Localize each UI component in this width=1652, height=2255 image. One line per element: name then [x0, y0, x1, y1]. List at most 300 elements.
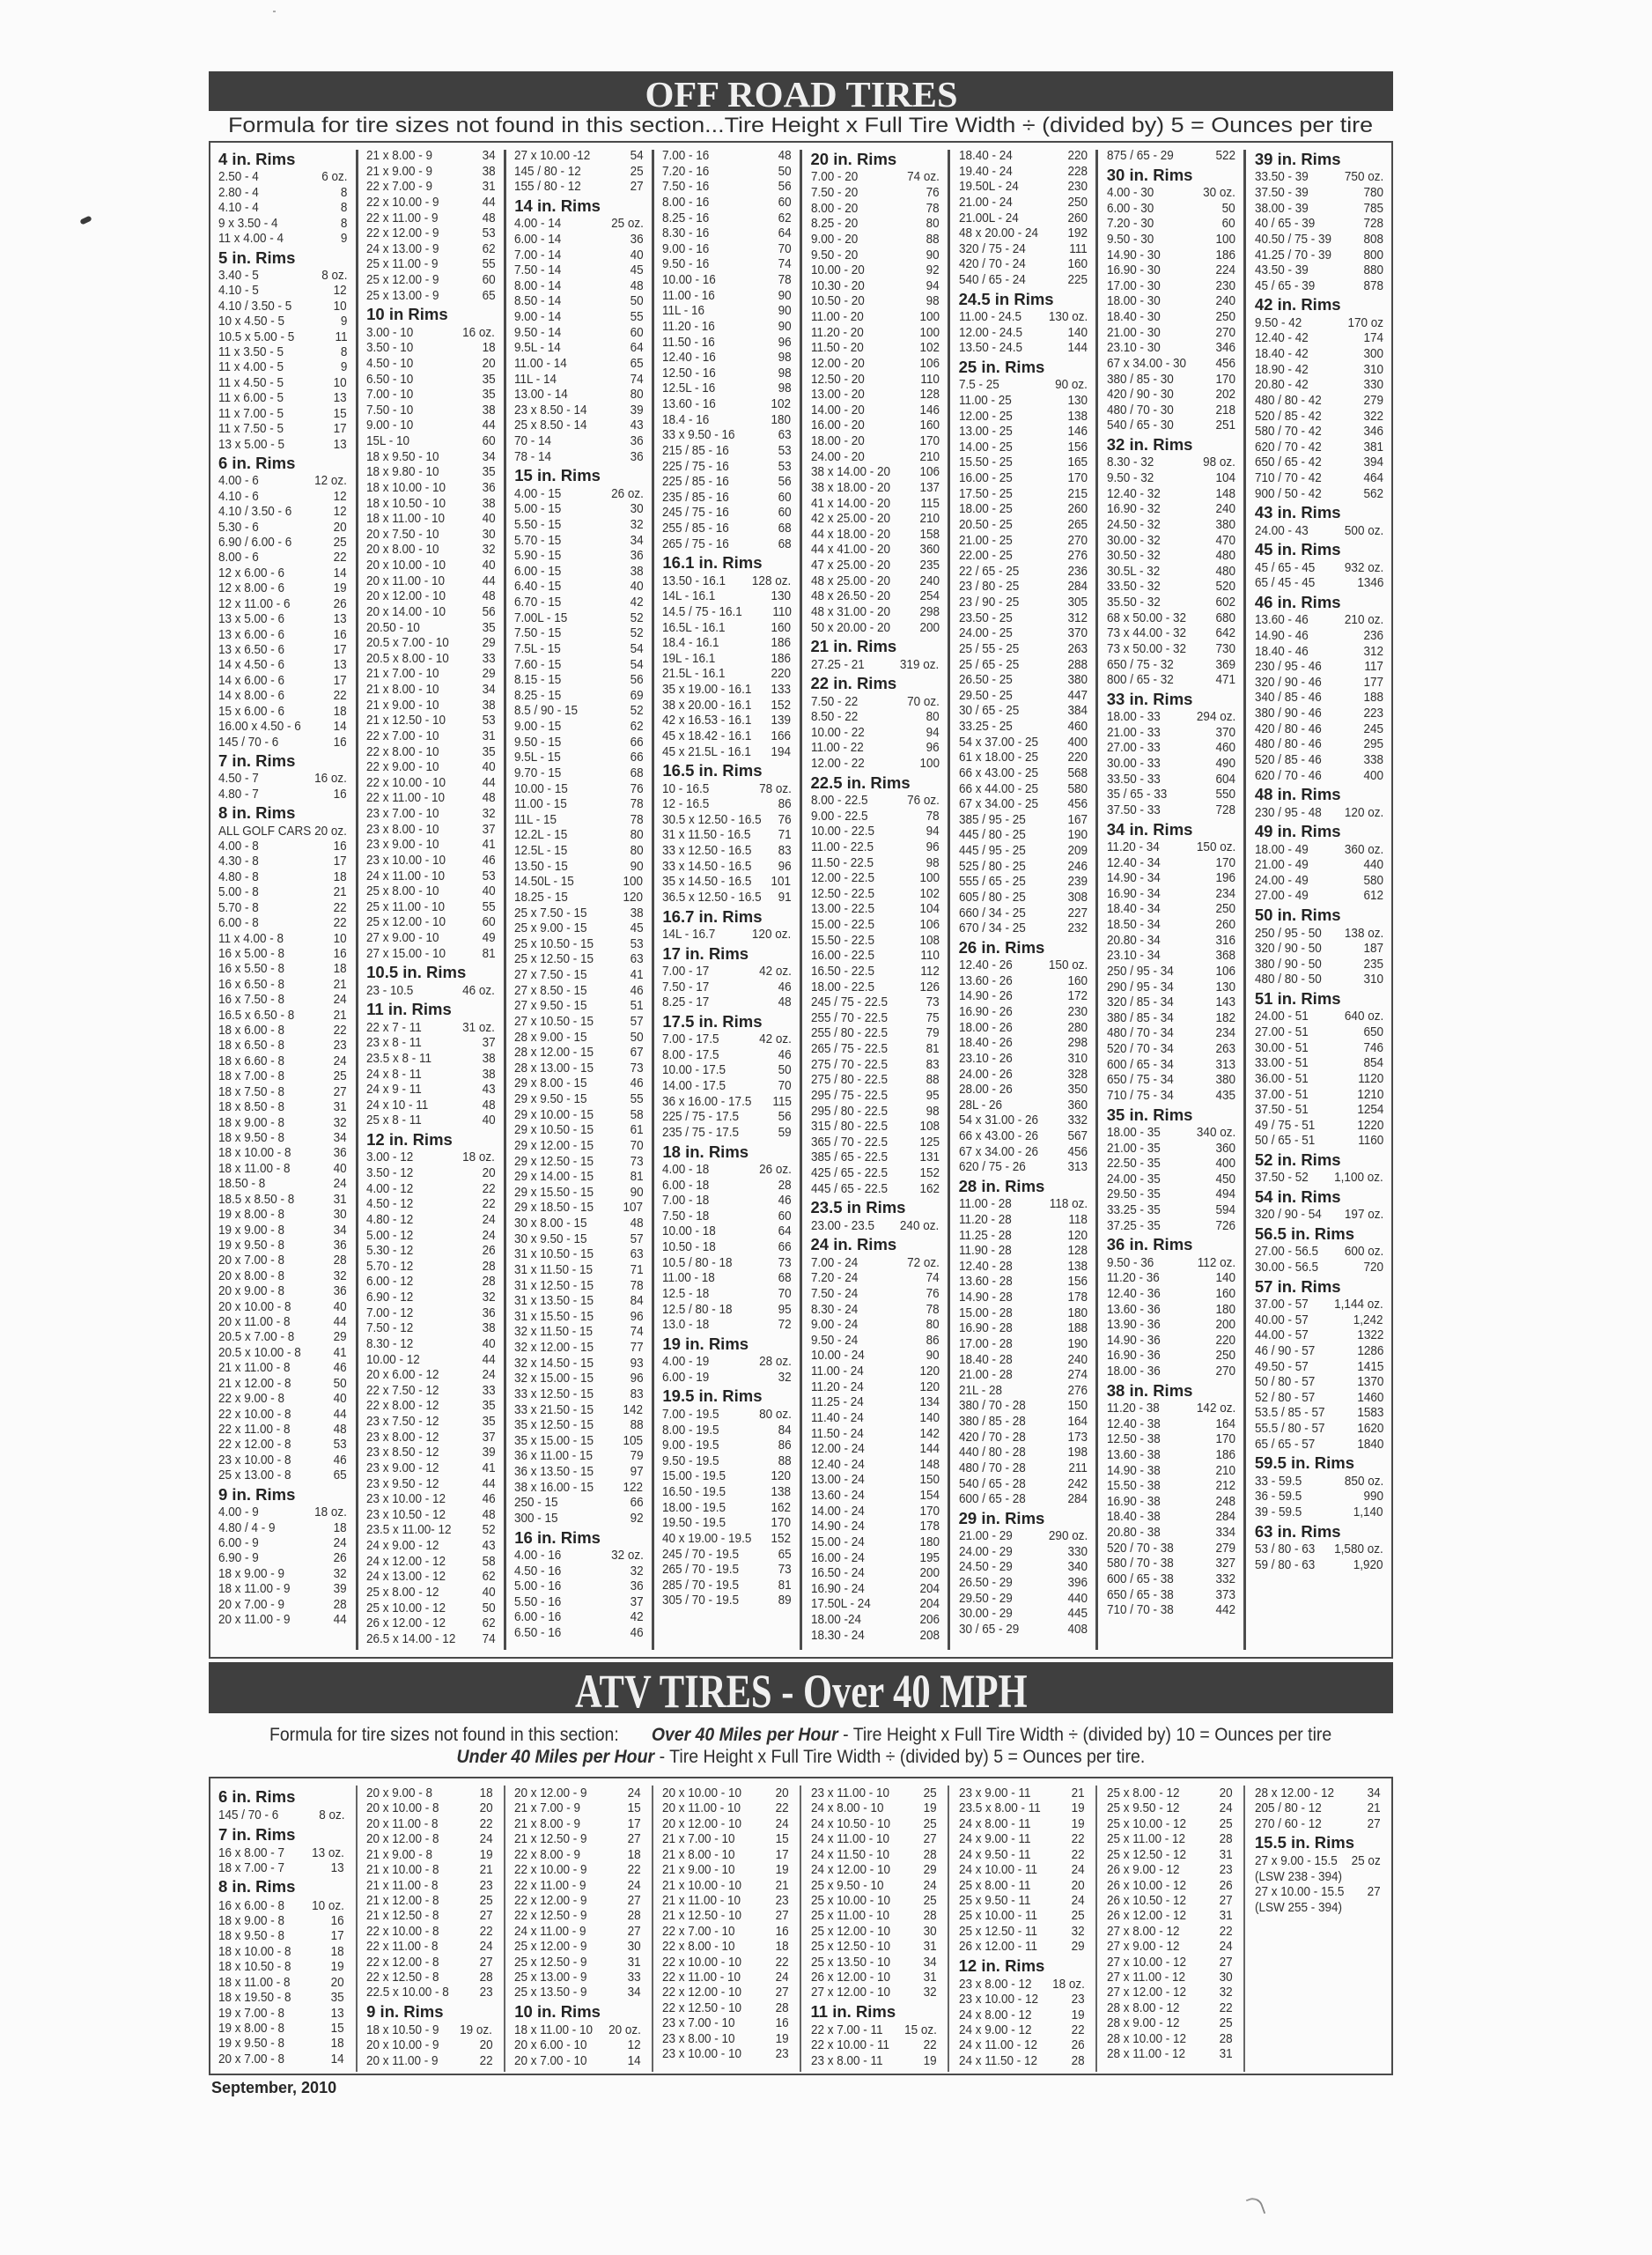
tire-weight: 17 — [334, 641, 348, 657]
tire-weight: 440 — [1067, 1590, 1088, 1606]
rim-size-header: 35 in. Rims — [1106, 1105, 1193, 1124]
tire-size: 21 x 7.00 - 10 — [662, 1831, 735, 1847]
tire-size: 29.50 - 35 — [1106, 1187, 1161, 1202]
tire-row — [366, 1970, 492, 1985]
tire-weight: 115 — [771, 1093, 792, 1109]
tire-weight: 27 — [1367, 1815, 1381, 1831]
tire-weight: 48 — [778, 994, 792, 1010]
tire-row — [514, 735, 643, 750]
tire-weight: 38 — [482, 402, 496, 418]
tire-weight: 25 — [334, 1068, 348, 1084]
tire-row — [662, 474, 791, 490]
tire-row — [1107, 1525, 1235, 1541]
tire-weight: 878 — [1363, 277, 1383, 293]
tire-size: 22 x 11.00 - 9 — [366, 210, 439, 226]
tire-weight: 16 oz. — [462, 324, 496, 340]
tire-size: 3.50 - 10 — [366, 340, 414, 356]
tire-weight: 73 — [778, 1254, 792, 1270]
tire-size: 650 / 65 - 38 — [1106, 1586, 1174, 1602]
tire-size: 19 x 7.00 - 8 — [218, 2005, 285, 2021]
tire-size: 18 x 10.50 - 10 — [366, 495, 446, 511]
tire-size: 23 x 8.00 - 10 — [662, 2030, 735, 2046]
tire-row — [959, 1290, 1088, 1305]
tire-size: 11.20 - 36 — [1106, 1270, 1160, 1286]
tire-size: 45 x 21.5L - 16.1 — [662, 743, 752, 759]
tire-row — [366, 759, 495, 775]
tire-size: 18.00 - 36 — [1106, 1364, 1161, 1379]
tire-size: 18.50 - 8 — [218, 1176, 266, 1192]
tire-row — [1107, 2015, 1233, 2030]
tire-weight: 370 — [1215, 724, 1235, 740]
tire-size: 205 / 80 - 12 — [1254, 1800, 1322, 1816]
tire-row — [514, 1924, 640, 1939]
tire-row — [959, 486, 1088, 502]
tire-size: 20 x 10.00 - 9 — [366, 2037, 439, 2053]
tire-size: 670 / 34 - 25 — [958, 920, 1026, 936]
tire-size: 20 x 12.00 - 10 — [662, 1815, 742, 1831]
tire-weight: 46 — [334, 1360, 348, 1376]
tire-weight: 32 — [334, 1114, 348, 1130]
tire-size: 340 / 85 - 46 — [1254, 690, 1322, 706]
tire-weight: 160 — [919, 418, 940, 433]
tire-weight: 48 — [482, 1506, 496, 1522]
tire-weight: 31 — [482, 179, 496, 195]
tire-row — [1107, 1187, 1235, 1202]
tire-size: 2.50 - 4 — [218, 169, 259, 185]
tire-size: 26.50 - 29 — [958, 1575, 1013, 1591]
tire-size: 33 x 9.50 - 16 — [662, 427, 735, 443]
tire-weight: 24 — [334, 1534, 348, 1550]
tire-row — [662, 1354, 791, 1370]
tire-weight: 76 — [778, 811, 792, 827]
tire-weight: 34 — [630, 532, 644, 548]
tire-size: 4.80 - 12 — [366, 1211, 414, 1227]
tire-row — [959, 1924, 1085, 1939]
tire-size: 18.90 - 42 — [1254, 361, 1309, 377]
tire-weight: 78 — [926, 1301, 940, 1317]
tire-row — [1255, 1437, 1383, 1453]
tire-weight: 16 — [334, 838, 348, 854]
tire-row — [366, 1196, 495, 1212]
tire-size: 23 / 90 - 25 — [958, 595, 1019, 610]
tire-row — [811, 917, 940, 933]
tire-row — [1107, 756, 1235, 772]
tire-row — [811, 372, 940, 388]
tire-row — [514, 1831, 640, 1846]
tire-weight: 96 — [926, 740, 940, 756]
tire-row — [959, 1939, 1085, 1954]
tire-size: 18 x 19.50 - 8 — [218, 1990, 291, 2006]
tire-size: 20 x 11.00 - 10 — [366, 573, 446, 588]
tire-row — [514, 1014, 643, 1030]
tire-weight: 118 — [1068, 1211, 1088, 1227]
tire-size: 27.00 - 51 — [1254, 1024, 1309, 1040]
tire-size: 875 / 65 - 29 — [1106, 148, 1174, 163]
tire-row — [959, 1082, 1088, 1098]
tire-row — [1255, 941, 1383, 957]
tire-size: 16.90 - 26 — [958, 1004, 1013, 1020]
tire-weight: 27 — [334, 1083, 348, 1099]
tire-weight: 90 — [926, 1348, 940, 1364]
tire-size: 23 x 7.00 - 10 — [366, 806, 439, 822]
tire-weight: 13 — [334, 390, 348, 406]
tire-size: 22 x 9.00 - 10 — [366, 759, 439, 775]
tire-size: 6.90 - 12 — [366, 1290, 414, 1305]
tire-weight: 9 — [340, 231, 348, 247]
tire-size: 445 / 80 - 25 — [958, 827, 1026, 843]
tire-size: 30.00 - 56.5 — [1254, 1260, 1318, 1275]
tire-row — [1255, 888, 1383, 904]
tire-size: 24 x 10.00 - 11 — [958, 1862, 1037, 1878]
tire-weight: 28 — [923, 1846, 937, 1862]
tire-weight: 30 — [482, 526, 496, 542]
table-column — [505, 1786, 653, 2068]
tire-weight: 10 — [334, 374, 348, 390]
tire-row — [662, 651, 791, 667]
tire-size: 37.50 - 51 — [1254, 1102, 1309, 1118]
tire-weight: 25 — [923, 1815, 937, 1831]
tire-row — [514, 533, 643, 549]
tire-size: 14 x 8.00 - 6 — [218, 688, 285, 704]
tire-size: 22 x 8.00 - 12 — [366, 1398, 439, 1414]
tire-row — [662, 698, 791, 713]
tire-weight: 360 — [1067, 1097, 1088, 1113]
tire-weight: 330 — [1363, 377, 1383, 393]
tire-row — [662, 1062, 791, 1078]
tire-size: 20 x 10.00 - 8 — [218, 1298, 291, 1314]
tire-row — [1107, 1172, 1235, 1187]
tire-size: 25 x 12.00 - 10 — [366, 914, 446, 930]
tire-size: 11 x 4.50 - 5 — [218, 374, 284, 390]
tire-size: 6.00 - 30 — [1106, 200, 1154, 216]
tire-size: 9.00 - 24 — [810, 1317, 858, 1333]
tire-weight: 328 — [1067, 1066, 1088, 1082]
tire-size: 25 x 9.50 - 11 — [958, 1892, 1031, 1908]
tire-row — [811, 1441, 940, 1457]
tire-weight: 44 — [334, 1612, 348, 1628]
tire-weight: 23 — [1219, 1862, 1233, 1878]
tire-size: 145 / 70 - 6 — [218, 1808, 279, 1823]
tire-row — [811, 980, 940, 995]
tire-row — [1107, 1125, 1235, 1141]
tire-weight: 53 — [334, 1437, 348, 1453]
tire-size: 27 x 11.00 - 12 — [1106, 1970, 1185, 1985]
tire-size: 13.00 - 24 — [810, 1472, 865, 1488]
tire-row — [811, 709, 940, 725]
tire-weight: 73 — [630, 1060, 644, 1076]
tire-row — [366, 884, 495, 899]
tire-size: 21 x 12.00 - 8 — [366, 1892, 439, 1908]
tire-size: 4.00 - 14 — [514, 216, 562, 232]
tire-size: 22 x 10.00 - 8 — [218, 1406, 291, 1422]
tire-row — [811, 232, 940, 248]
tire-row — [514, 1847, 640, 1862]
tire-row — [218, 657, 347, 672]
tire-row — [811, 1628, 940, 1644]
tire-weight: 30 — [627, 1939, 641, 1955]
tire-size: 22 x 12.00 - 8 — [218, 1437, 291, 1453]
tire-row — [514, 1816, 640, 1831]
tire-row — [218, 1581, 347, 1596]
tire-weight: 360 — [919, 542, 940, 558]
tire-size: 4.00 - 12 — [366, 1180, 414, 1196]
tire-weight: 22 — [334, 915, 348, 931]
tire-row — [1107, 641, 1235, 657]
tire-row — [662, 241, 791, 257]
tire-row — [959, 1398, 1088, 1414]
tire-row — [1255, 560, 1383, 576]
tire-size: 250 - 15 — [514, 1495, 558, 1511]
tire-row — [1255, 232, 1383, 248]
tire-weight: 64 — [630, 340, 644, 356]
tire-size: 15.50 - 25 — [958, 455, 1013, 470]
tire-weight: 12 — [627, 2037, 641, 2053]
tire-row — [1255, 706, 1383, 721]
tire-weight: 170 — [1215, 371, 1235, 387]
tire-size: 10.5 x 5.00 - 5 — [218, 329, 295, 344]
tire-size: 520 / 70 - 38 — [1106, 1540, 1174, 1556]
tire-row — [1107, 1587, 1235, 1603]
tire-weight: 20 — [334, 519, 348, 535]
tire-weight: 1370 — [1356, 1374, 1383, 1390]
tire-row — [662, 1531, 791, 1547]
tire-row — [218, 1038, 347, 1053]
tire-size: 5.50 - 15 — [514, 516, 562, 532]
tire-size: 12.00 - 20 — [810, 355, 865, 371]
rim-size-header: 22.5 in. Rims — [810, 773, 911, 792]
rim-size-header: 45 in. Rims — [1254, 540, 1341, 559]
tire-size: 33.00 - 51 — [1254, 1055, 1309, 1071]
tire-size: 42 x 25.00 - 20 — [810, 511, 890, 527]
tire-size: 12.50 - 16 — [662, 365, 717, 381]
tire-weight: 750 oz. — [1344, 169, 1383, 185]
tire-weight: 48 — [630, 1216, 644, 1231]
tire-weight: 29 — [482, 666, 496, 682]
tire-size: 20 x 12.00 - 8 — [366, 1831, 439, 1847]
tire-size: 22 x 12.50 - 8 — [366, 1970, 439, 1985]
tire-size: 20.5 x 7.00 - 10 — [366, 635, 449, 651]
tire-size: 20 x 11.00 - 8 — [366, 1815, 439, 1831]
tire-row — [662, 396, 791, 412]
tire-weight: 40 — [482, 759, 496, 775]
tire-weight: 36 — [482, 1305, 496, 1320]
tire-size: 16.90 - 32 — [1106, 501, 1161, 517]
tire-size: 15 x 6.00 - 6 — [218, 703, 285, 719]
tire-weight: 164 — [1067, 1414, 1088, 1430]
tire-weight: 177 — [1363, 674, 1383, 690]
tire-weight: 568 — [1067, 765, 1088, 780]
tire-weight: 10 — [334, 930, 348, 946]
tire-size: 70 - 14 — [514, 433, 552, 449]
tire-row — [811, 1472, 940, 1488]
tire-size: 48 x 25.00 - 20 — [810, 573, 890, 588]
tire-row — [366, 1893, 492, 1908]
tire-size: 24.00 - 29 — [958, 1543, 1013, 1559]
tire-weight: 8 — [340, 215, 348, 231]
tire-row — [218, 375, 347, 390]
tire-size: 48 x 20.00 - 24 — [958, 226, 1038, 241]
tire-weight: 94 — [926, 824, 940, 839]
tire-size: 23.50 - 25 — [958, 610, 1013, 625]
tire-size: 18 x 11.00 - 10 — [514, 2022, 594, 2037]
tire-size: 22 x 10.00 - 10 — [366, 774, 446, 790]
tire-size: 21 x 12.00 - 8 — [218, 1375, 291, 1391]
tire-size: 7.5L - 15 — [514, 640, 562, 656]
tire-row — [218, 314, 347, 329]
tire-row — [811, 1800, 937, 1815]
tire-weight: 24 — [1071, 1892, 1085, 1908]
tire-row — [959, 272, 1088, 288]
rim-size-header: 32 in. Rims — [1106, 435, 1193, 455]
tire-weight: 131 — [919, 1150, 940, 1165]
tire-size: 7.00 - 12 — [366, 1305, 414, 1320]
tire-row — [1107, 1010, 1235, 1026]
tire-weight: 64 — [778, 1224, 792, 1239]
offroad-title: OFF ROAD TIRES — [644, 73, 958, 115]
tire-row — [811, 1057, 940, 1073]
tire-weight: 86 — [926, 1332, 940, 1348]
tire-weight: 74 — [630, 1324, 644, 1340]
tire-size: 17.50 - 25 — [958, 485, 1013, 501]
tire-row — [366, 148, 495, 164]
tire-row — [1255, 628, 1383, 644]
tire-size: 52 / 80 - 57 — [1254, 1389, 1316, 1405]
tire-weight: 96 — [778, 334, 792, 350]
table-column — [1245, 1786, 1393, 2068]
tire-size: 39 - 59.5 — [1254, 1504, 1302, 1519]
tire-row — [811, 1488, 940, 1504]
tire-row — [1107, 1333, 1235, 1349]
tire-weight: 60 — [482, 272, 496, 287]
tire-weight: 105 — [623, 1432, 644, 1448]
tire-weight: 66 — [630, 750, 644, 765]
tire-row — [218, 1268, 347, 1283]
tire-weight: 16 oz. — [314, 771, 348, 787]
tire-weight: 460 — [1215, 740, 1235, 756]
tire-size: 6.90 / 6.00 - 6 — [218, 535, 292, 551]
tire-weight: 260 — [1215, 917, 1235, 933]
tire-size: 24 x 9.00 - 11 — [958, 1831, 1031, 1847]
tire-size: 18 x 6.60 - 8 — [218, 1053, 285, 1068]
tire-size: 27 x 7.50 - 15 — [514, 967, 587, 983]
tire-size: 21 x 7.00 - 9 — [514, 1800, 581, 1816]
tire-size: 320 / 90 - 54 — [1254, 1207, 1322, 1223]
tire-weight: 522 — [1215, 148, 1235, 163]
tire-row — [1107, 309, 1235, 325]
tire-size: 24 x 9.00 - 12 — [366, 1538, 439, 1554]
tire-weight: 316 — [1215, 932, 1235, 948]
rim-size-header: 30 in. Rims — [1106, 165, 1193, 184]
tire-row — [1255, 1505, 1383, 1520]
tire-row — [514, 403, 643, 418]
tire-row — [811, 1939, 937, 1954]
table-column — [209, 148, 357, 1646]
tire-row — [366, 372, 495, 388]
tire-size: 25 x 12.00 - 9 — [514, 1939, 587, 1955]
rim-size-header: 54 in. Rims — [1254, 1187, 1341, 1207]
tire-row — [811, 325, 940, 341]
tire-row — [811, 511, 940, 527]
tire-row — [1107, 1218, 1235, 1234]
tire-size: 11.00 - 14 — [514, 355, 568, 371]
tire-row — [514, 1061, 643, 1076]
tire-row — [366, 837, 495, 853]
tire-row — [662, 521, 791, 536]
rim-size-header: 7 in. Rims — [218, 1824, 296, 1844]
tire-size: 11.00 - 24.5 — [958, 309, 1021, 325]
tire-row — [959, 906, 1088, 921]
tire-size: 9.5L - 14 — [514, 340, 562, 356]
tire-size: 24 x 12.00 - 12 — [366, 1553, 446, 1569]
offroad-formula-line — [209, 113, 1393, 139]
tire-size: 10.50 - 18 — [662, 1239, 717, 1255]
tire-weight: 8 oz. — [321, 267, 348, 283]
tire-size: 22 x 12.00 - 9 — [514, 1892, 587, 1908]
table-column — [357, 148, 505, 1646]
tire-size: 18 x 6.50 - 8 — [218, 1038, 285, 1054]
tire-row — [811, 1333, 940, 1349]
tire-size: 12.5 / 80 - 18 — [662, 1301, 733, 1317]
tire-row — [662, 459, 791, 475]
tire-weight: 380 — [1215, 516, 1235, 532]
tire-size: 15.00 - 28 — [958, 1305, 1013, 1320]
tire-row — [514, 906, 643, 921]
tire-row — [662, 1317, 791, 1333]
tire-weight: 162 — [919, 1180, 940, 1196]
tire-row — [1255, 185, 1383, 201]
tire-size: 12.40 - 28 — [958, 1258, 1013, 1274]
tire-size: 8.25 - 16 — [662, 210, 710, 226]
tire-row — [811, 1181, 940, 1197]
tire-row — [366, 946, 495, 962]
tire-weight: 373 — [1215, 1586, 1235, 1602]
tire-weight: 76 oz. — [906, 793, 940, 809]
tire-row — [811, 248, 940, 263]
tire-size: 710 / 75 - 34 — [1106, 1087, 1174, 1103]
tire-row — [959, 1051, 1088, 1067]
tire-weight: 242 — [1067, 1475, 1088, 1491]
tire-weight: 178 — [1067, 1290, 1088, 1305]
tire-row — [1107, 725, 1235, 741]
tire-weight: 27 — [923, 1831, 937, 1847]
tire-row — [959, 859, 1088, 875]
tire-weight: 120 oz. — [1344, 804, 1383, 820]
tire-size: 28L - 26 — [958, 1097, 1002, 1113]
tire-row — [811, 2022, 937, 2037]
tire-weight: 23 — [334, 1038, 348, 1054]
tire-size: 6.90 - 9 — [218, 1550, 259, 1566]
tire-weight: 73 — [926, 994, 940, 1010]
tire-size: 13.60 - 24 — [810, 1488, 865, 1504]
tire-weight: 148 — [1215, 485, 1235, 501]
tire-row — [366, 983, 495, 999]
tire-size: 11.20 - 28 — [958, 1211, 1012, 1227]
tire-size: 9.00 - 16 — [662, 240, 710, 256]
tire-row — [959, 1128, 1088, 1144]
tire-size: 31 x 12.50 - 15 — [514, 1277, 594, 1293]
tire-row — [366, 340, 495, 356]
tire-size: 24.00 - 51 — [1254, 1009, 1309, 1024]
tire-size: 32 x 11.50 - 15 — [514, 1324, 594, 1340]
tire-weight: 76 — [926, 1285, 940, 1301]
tire-weight: 39 — [630, 402, 644, 418]
tire-row — [218, 231, 347, 246]
tire-row — [1107, 948, 1235, 964]
tire-row — [811, 1010, 940, 1026]
tire-row — [1255, 690, 1383, 706]
tire-row — [366, 449, 495, 465]
tire-weight: 166 — [771, 728, 792, 743]
